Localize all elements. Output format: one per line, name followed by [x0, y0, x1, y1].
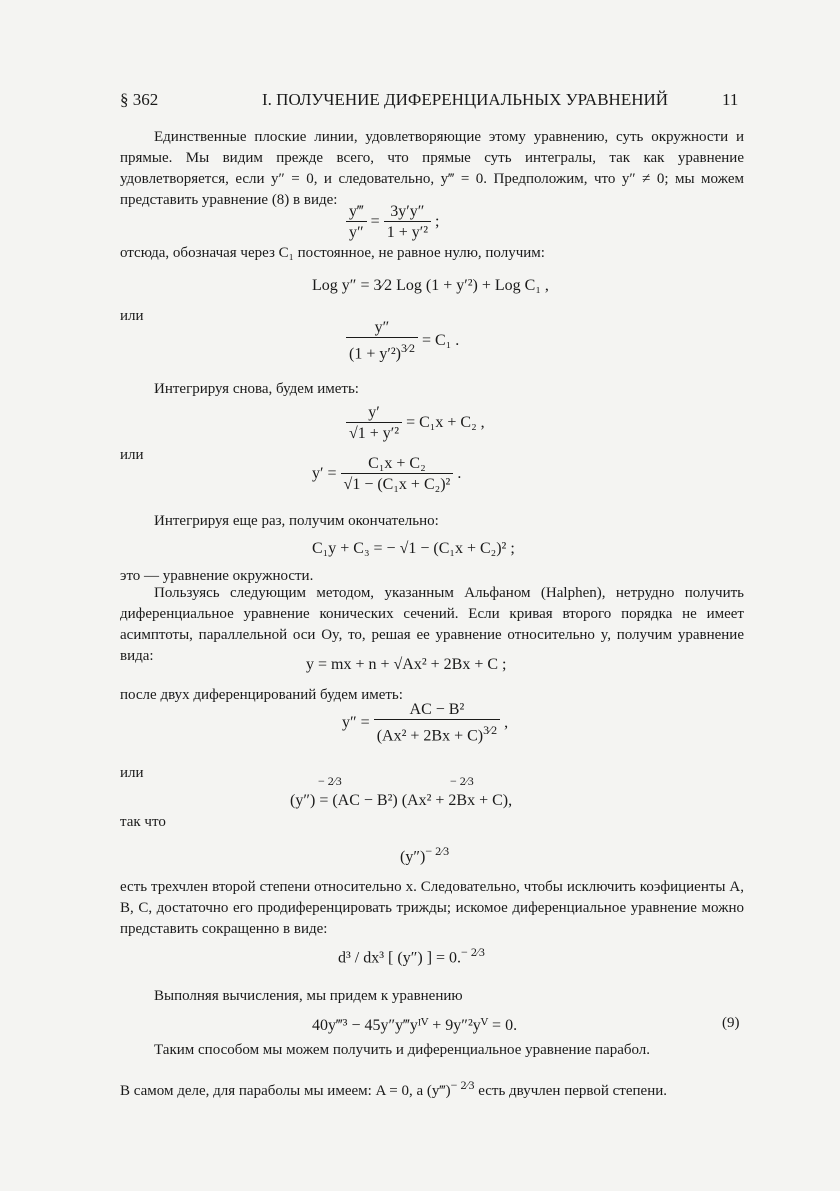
formula-8-fraction [374, 700, 500, 746]
formula-8-den: (Ax² + 2Bx + C) [376, 727, 484, 745]
formula-6: C₁y + C₃ = − √1 − (C₁x + C₂)² ; [312, 540, 515, 557]
formula-11-exp: − 2⁄3 [461, 945, 485, 959]
formula-10-exp: − 2⁄3 [425, 844, 450, 858]
formula-1-right-den: 1 + y′² [386, 224, 429, 241]
formula-8-den-wrap [374, 720, 500, 746]
formula-10-body: (y″) [400, 848, 426, 866]
formula-1-left-den: y″ [349, 224, 364, 241]
formula-9-exp-2: − 2⁄3 [450, 774, 474, 788]
paragraph-2: отсюда, обозначая через C₁ постоянное, не равное нулю, получим: [120, 245, 545, 261]
paragraph-11-exp: − 2⁄3 [450, 1078, 475, 1092]
formula-5-lhs: y′ = [312, 465, 337, 483]
paragraph-11-a: В самом деле, для параболы мы имеем: A = 0, а (y‴) [120, 1083, 451, 1099]
paragraph-4: Интегрируя еще раз, получим окончательно: [154, 513, 439, 529]
paragraph-3: Интегрируя снова, будем иметь: [154, 381, 359, 397]
equation-tag-9: (9) [722, 1015, 740, 1031]
paragraph-11-b: есть двучлен первой степени. [478, 1083, 668, 1099]
formula-1-right-num: 3y′y″ [384, 202, 431, 222]
formula-2: Log y″ = 3⁄2 Log (1 + y′²) + Log C₁ , [312, 277, 549, 294]
paragraph-10: Таким способом мы можем получить и диференциальное уравнение парабол. [154, 1042, 651, 1058]
formula-9-body: (y″) = (AC − B²) (Ax² + 2Bx + C), [290, 792, 513, 809]
formula-3-den-wrap [346, 338, 418, 364]
formula-5-num: C₁x + C₂ [341, 454, 454, 474]
paragraph-8: есть трехчлен второй степени относительно x. Следовательно, чтобы исключить коэфициенты A, B, C, достаточно его продиференцировать трижды; искомое диференциальное уравнение можно представить сокращенно в виде: [120, 879, 744, 937]
formula-3-exp: 3⁄2 [400, 341, 415, 355]
formula-4-rhs: = C₁x + C₂ , [406, 414, 485, 432]
formula-4-fraction [346, 403, 402, 444]
formula-11-body: d³ / dx³ [ (y″) ] = 0. [338, 949, 462, 967]
page-number: 11 [722, 90, 739, 109]
formula-3 [346, 318, 459, 364]
paragraph-9: Выполняя вычисления, мы придем к уравнению [154, 988, 463, 1004]
formula-1-end: ; [435, 213, 440, 231]
formula-12: 40y‴³ − 45y″y‴yᴵⱽ + 9y″²yⱽ = 0. [312, 1017, 518, 1034]
formula-1 [346, 202, 439, 243]
paragraph-6: Пользуясь следующим методом, указанным Альфаном (Halphen), нетрудно получить диференциальное уравнение конических сечений. Если кривая второго порядка не имеет асимптоты, параллельной оси Oy, то, решая ее уравнение относительно y, получим уравнение вида: [120, 585, 744, 664]
paragraph-7: после двух диференцирований будем иметь: [120, 687, 403, 703]
formula-1-left-num: y‴ [346, 202, 367, 222]
word-ili-1: или [120, 308, 144, 324]
formula-8-lhs: y″ = [342, 713, 370, 731]
formula-4 [346, 403, 485, 444]
formula-8 [342, 700, 508, 746]
formula-8-end: , [504, 713, 509, 731]
formula-1-left-fraction [346, 202, 367, 243]
paragraph-5: это — уравнение окружности. [120, 568, 314, 584]
formula-5-den: √1 − (C₁x + C₂)² [343, 476, 451, 493]
formula-8-num: AC − B² [374, 700, 500, 720]
formula-10 [400, 844, 449, 866]
word-ili-2: или [120, 447, 144, 463]
formula-5-end: . [457, 465, 462, 483]
paragraph-11 [120, 1075, 744, 1102]
word-tak-chto: так что [120, 814, 166, 830]
formula-4-den: √1 + y′² [349, 425, 400, 442]
formula-3-fraction [346, 318, 418, 364]
formula-3-num: y″ [346, 318, 418, 338]
formula-9 [290, 792, 512, 810]
formula-7: y = mx + n + √Ax² + 2Bx + C ; [306, 656, 507, 673]
paragraph-1: Единственные плоские линии, удовлетворяющие этому уравнению, суть окружности и прямые. Мы видим прежде всего, что прямые суть интегралы, так как уравнение удовлетворяется, если y″ = 0, и следовательно, y‴ = 0. Предположим, что y″ ≠ 0; мы можем представить уравнение (8) в виде: [120, 129, 744, 208]
formula-5-fraction [341, 454, 454, 495]
running-title: I. ПОЛУЧЕНИЕ ДИФЕРЕНЦИАЛЬНЫХ УРАВНЕНИЙ [262, 90, 669, 109]
formula-8-exp: 3⁄2 [483, 723, 498, 737]
formula-9-exp-1: − 2⁄3 [318, 774, 342, 788]
formula-1-eq: = [370, 213, 380, 231]
formula-1-right-fraction [384, 202, 431, 243]
formula-11 [338, 945, 485, 967]
section-number: § 362 [120, 90, 159, 109]
formula-3-rhs: = C₁ . [422, 331, 460, 349]
formula-5 [312, 454, 461, 495]
formula-4-num: y′ [346, 403, 402, 423]
word-ili-3: или [120, 765, 144, 781]
formula-3-den: (1 + y′²) [349, 345, 401, 363]
